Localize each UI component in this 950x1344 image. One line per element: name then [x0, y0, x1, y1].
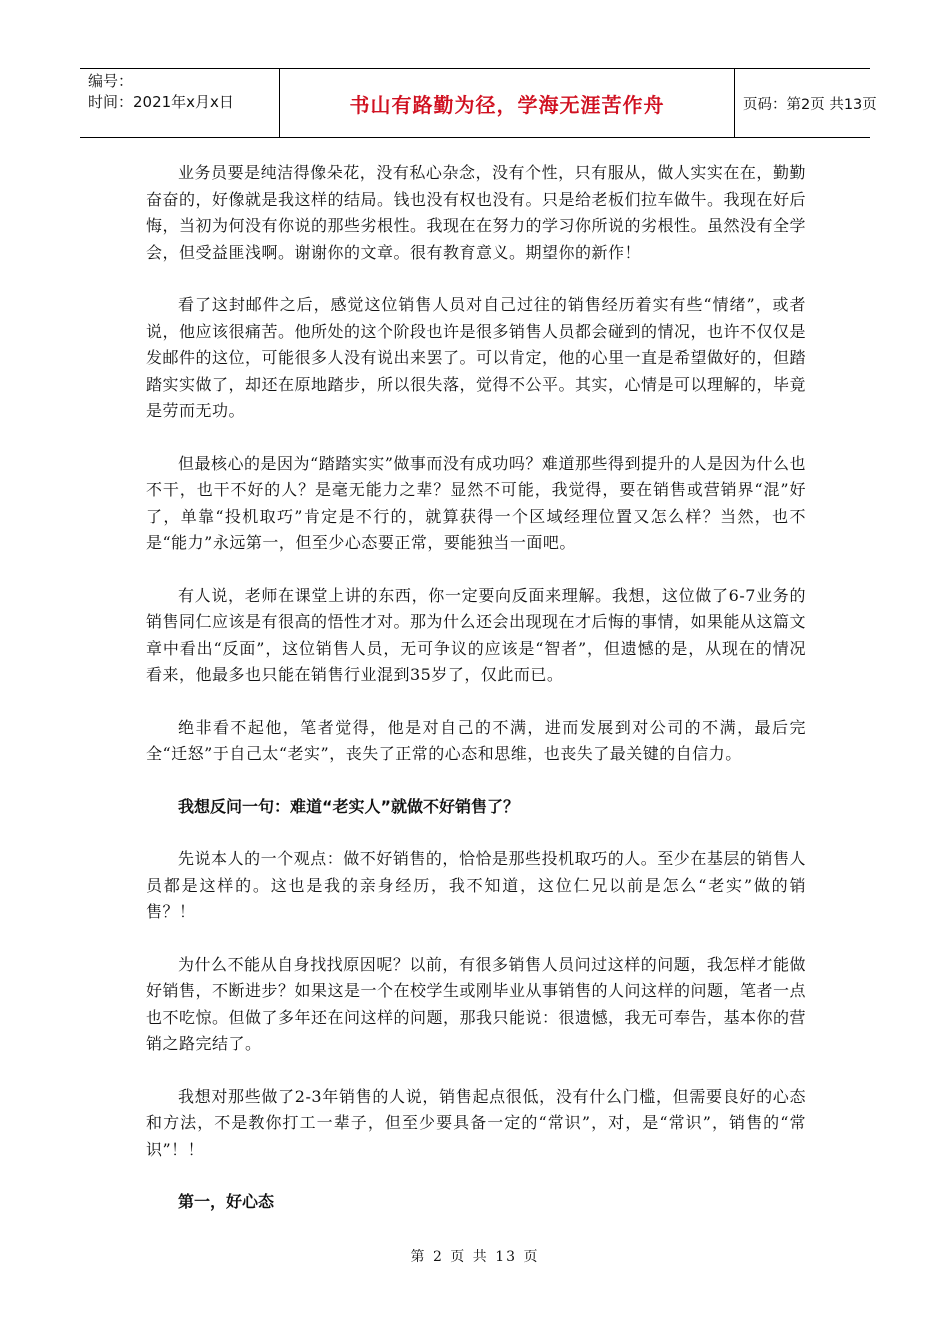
body-paragraph: 先说本人的一个观点：做不好销售的，恰恰是那些投机取巧的人。至少在基层的销售人员都是这样的。这也是我的亲身经历，我不知道，这位仁兄以前是怎么“老实”做的销售？！: [146, 849, 806, 921]
header-page-info: 页码：第2页 共13页: [743, 96, 877, 113]
body-paragraph: 为什么不能从自身找找原因呢？以前，有很多销售人员问过这样的问题，我怎样才能做好销售，不断进步？如果这是一个在校学生或刚毕业从事销售的人问这样的问题，笔者一点也不吃惊。但做了多年还在问这样的问题，那我只能说：很遗憾，我无可奉告，基本你的营销之路完结了。: [146, 954, 807, 1053]
header-meta-cell: [80, 69, 280, 137]
body-paragraph: 业务员要是纯洁得像朵花，没有私心杂念，没有个性，只有服从，做人实实在在，勤勤奋奋的，好像就是我这样的结局。钱也没有权也没有。只是给老板们拉车做牛。我现在好后悔，当初为何没有你说的那些劣根性。我现在在努力的学习你所说的劣根性。虽然没有全学会，但受益匪浅啊。谢谢你的文章。很有教育意义。期望你的新作！: [146, 163, 807, 262]
header-motto-cell: [280, 69, 735, 137]
body-paragraph: 我想对那些做了2-3年销售的人说，销售起点很低，没有什么门槛，但需要良好的心态和方法，不是教你打工一辈子，但至少要具备一定的“常识”，对，是“常识”，销售的“常识”！！: [146, 1086, 806, 1159]
header-motto: 书山有路勤为径，学海无涯苦作舟: [349, 92, 665, 117]
page-header: [80, 68, 877, 138]
page-footer: 第 2 页 共 13 页: [410, 1249, 540, 1265]
document-time-label: 时间：2021年x月x日: [88, 93, 234, 111]
body-paragraph: 但最核心的是因为“踏踏实实”做事而没有成功吗？难道那些得到提升的人是因为什么也不干，也干不好的人？是毫无能力之辈？显然不可能，我觉得，要在销售或营销界“混”好了，单靠“投机取巧”肯定是不行的，就算获得一个区域经理位置又怎么样？当然，也不是“能力”永远第一，但至少心态要正常，要能独当一面吧。: [146, 453, 806, 552]
body-paragraph: 有人说，老师在课堂上讲的东西，你一定要向反面来理解。我想，这位做了6-7业务的销售同仁应该是有很高的悟性才对。那为什么还会出现现在才后悔的事情，如果能从这篇文章中看出“反面”，这位销售人员，无可争议的应该是“智者”，但遗憾的是，从现在的情况看来，他最多也只能在销售行业混到35岁了，仅此而已。: [146, 585, 807, 684]
document-number-label: 编号：: [88, 72, 134, 90]
section-heading: 我想反问一句：难道“老实人”就做不好销售了？: [178, 796, 520, 816]
header-page-info-cell: [735, 69, 877, 137]
body-paragraph: 看了这封邮件之后，感觉这位销售人员对自己过往的销售经历着实有些“情绪”，或者说，他应该很痛苦。他所处的这个阶段也许是很多销售人员都会碰到的情况，也许不仅仅是发邮件的这位，可能很多人没有说出来罢了。可以肯定，他的心里一直是希望做好的，但踏踏实实做了，却还在原地踏步，所以很失落，觉得不公平。其实，心情是可以理解的，毕竟是劳而无功。: [146, 295, 807, 420]
document-body: [146, 160, 806, 1242]
section-heading: 第一，好心态: [178, 1192, 275, 1211]
body-paragraph: 绝非看不起他，笔者觉得，他是对自己的不满，进而发展到对公司的不满，最后完全“迁怒”于自己太“老实”，丧失了正常的心态和思维，也丧失了最关键的自信力。: [146, 717, 806, 763]
